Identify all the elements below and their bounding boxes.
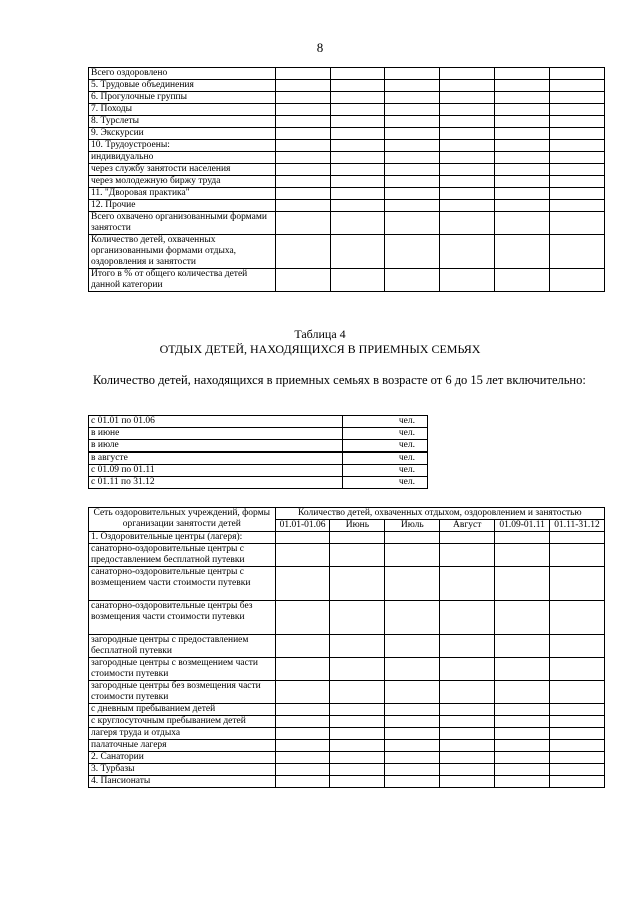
- table-row: [89, 465, 428, 477]
- empty-cell: [330, 104, 385, 116]
- empty-cell: [330, 116, 385, 128]
- table-row: [89, 658, 605, 681]
- empty-cell: [495, 188, 550, 200]
- empty-cell: [550, 68, 605, 80]
- empty-cell: [440, 716, 495, 728]
- empty-cell: [275, 532, 330, 544]
- empty-cell: [550, 128, 605, 140]
- empty-cell: [495, 716, 550, 728]
- row-label: 5. Трудовые объединения: [89, 80, 276, 92]
- table-row: [89, 92, 605, 104]
- empty-cell: [275, 776, 330, 788]
- row-label: лагеря труда и отдыха: [89, 728, 276, 740]
- empty-cell: [330, 544, 385, 567]
- empty-cell: [550, 704, 605, 716]
- row-label: 9. Экскурсии: [89, 128, 276, 140]
- empty-cell: [275, 716, 330, 728]
- row-label: 12. Прочие: [89, 200, 276, 212]
- table-row: [89, 681, 605, 704]
- empty-cell: [440, 764, 495, 776]
- table-row: [89, 776, 605, 788]
- empty-cell: [440, 681, 495, 704]
- empty-cell: [550, 728, 605, 740]
- empty-cell: [275, 128, 330, 140]
- empty-cell: [275, 68, 330, 80]
- empty-cell: [550, 601, 605, 635]
- empty-cell: [385, 635, 440, 658]
- empty-cell: [495, 92, 550, 104]
- empty-cell: [275, 212, 330, 235]
- unit-label: чел.: [343, 452, 428, 465]
- empty-cell: [440, 68, 495, 80]
- empty-cell: [385, 200, 440, 212]
- empty-cell: [330, 601, 385, 635]
- empty-cell: [495, 116, 550, 128]
- empty-cell: [440, 140, 495, 152]
- table-row: [89, 428, 428, 440]
- empty-cell: [440, 200, 495, 212]
- empty-cell: [275, 635, 330, 658]
- empty-cell: [495, 658, 550, 681]
- empty-cell: [440, 235, 495, 269]
- row-label: 7. Походы: [89, 104, 276, 116]
- table-row: [89, 728, 605, 740]
- empty-cell: [330, 728, 385, 740]
- unit-label: чел.: [343, 428, 428, 440]
- empty-cell: [550, 80, 605, 92]
- empty-cell: [495, 567, 550, 601]
- empty-cell: [550, 92, 605, 104]
- empty-cell: [275, 658, 330, 681]
- period-header: 01.01-01.06: [275, 520, 330, 532]
- table-row: [89, 704, 605, 716]
- empty-cell: [440, 116, 495, 128]
- table-row: [89, 104, 605, 116]
- row-label: загородные центры с возмещением части стоимости путевки: [89, 658, 276, 681]
- period-label: с 01.09 по 01.11: [89, 465, 343, 477]
- empty-cell: [495, 601, 550, 635]
- period-label: в августе: [89, 452, 343, 465]
- empty-cell: [330, 740, 385, 752]
- empty-cell: [385, 188, 440, 200]
- empty-cell: [330, 140, 385, 152]
- table-row: [89, 116, 605, 128]
- table-row: [89, 440, 428, 453]
- empty-cell: [275, 728, 330, 740]
- table-row: [89, 140, 605, 152]
- period-header: 01.09-01.11: [495, 520, 550, 532]
- empty-cell: [440, 704, 495, 716]
- empty-cell: [495, 740, 550, 752]
- empty-cell: [330, 188, 385, 200]
- empty-cell: [440, 164, 495, 176]
- empty-cell: [385, 704, 440, 716]
- empty-cell: [440, 740, 495, 752]
- row-label: с круглосуточным пребыванием детей: [89, 716, 276, 728]
- period-header: 01.11-31.12: [550, 520, 605, 532]
- empty-cell: [550, 716, 605, 728]
- unit-label: чел.: [343, 416, 428, 428]
- header-group: Количество детей, охваченных отдыхом, оздоровлением и занятостью: [275, 508, 604, 520]
- empty-cell: [495, 212, 550, 235]
- empty-cell: [550, 116, 605, 128]
- row-label: с дневным пребыванием детей: [89, 704, 276, 716]
- empty-cell: [495, 80, 550, 92]
- empty-cell: [275, 567, 330, 601]
- empty-cell: [495, 176, 550, 188]
- empty-cell: [275, 104, 330, 116]
- row-label: через молодежную биржу труда: [89, 176, 276, 188]
- empty-cell: [330, 200, 385, 212]
- empty-cell: [330, 212, 385, 235]
- empty-cell: [385, 716, 440, 728]
- section-heading: ОТДЫХ ДЕТЕЙ, НАХОДЯЩИХСЯ В ПРИЕМНЫХ СЕМЬЯХ: [159, 342, 481, 356]
- empty-cell: [275, 601, 330, 635]
- row-label: Количество детей, охваченных организованными формами отдыха, оздоровления и занятости: [89, 235, 276, 269]
- table-row: [89, 68, 605, 80]
- table-summary: [88, 67, 605, 292]
- empty-cell: [495, 681, 550, 704]
- table-row: [89, 716, 605, 728]
- table-institutions: [88, 507, 605, 788]
- empty-cell: [385, 152, 440, 164]
- table-row: [89, 416, 428, 428]
- empty-cell: [385, 116, 440, 128]
- unit-label: чел.: [343, 440, 428, 453]
- empty-cell: [275, 200, 330, 212]
- empty-cell: [440, 152, 495, 164]
- empty-cell: [275, 740, 330, 752]
- empty-cell: [385, 176, 440, 188]
- empty-cell: [330, 635, 385, 658]
- empty-cell: [330, 152, 385, 164]
- empty-cell: [330, 68, 385, 80]
- empty-cell: [275, 164, 330, 176]
- empty-cell: [495, 728, 550, 740]
- empty-cell: [330, 92, 385, 104]
- empty-cell: [495, 128, 550, 140]
- empty-cell: [330, 269, 385, 292]
- empty-cell: [550, 658, 605, 681]
- empty-cell: [495, 68, 550, 80]
- period-header: Август: [440, 520, 495, 532]
- empty-cell: [275, 116, 330, 128]
- unit-label: чел.: [343, 477, 428, 489]
- table-row: [89, 452, 428, 465]
- empty-cell: [385, 212, 440, 235]
- table-row: [89, 635, 605, 658]
- table-row: [89, 188, 605, 200]
- row-label: Итого в % от общего количества детей данной категории: [89, 269, 276, 292]
- empty-cell: [275, 176, 330, 188]
- empty-cell: [550, 269, 605, 292]
- empty-cell: [550, 532, 605, 544]
- row-label: 10. Трудоустроены:: [89, 140, 276, 152]
- empty-cell: [330, 658, 385, 681]
- empty-cell: [385, 235, 440, 269]
- empty-cell: [440, 658, 495, 681]
- table-row: [89, 764, 605, 776]
- empty-cell: [385, 728, 440, 740]
- empty-cell: [385, 544, 440, 567]
- empty-cell: [330, 235, 385, 269]
- empty-cell: [330, 532, 385, 544]
- empty-cell: [440, 176, 495, 188]
- header-col0: Сеть оздоровительных учреждений, формы организации занятости детей: [89, 508, 276, 532]
- page-number: 8: [316, 40, 324, 55]
- period-label: с 01.11 по 31.12: [89, 477, 343, 489]
- table-row: [89, 128, 605, 140]
- empty-cell: [440, 128, 495, 140]
- table-row: [89, 601, 605, 635]
- empty-cell: [385, 601, 440, 635]
- empty-cell: [330, 164, 385, 176]
- empty-cell: [440, 80, 495, 92]
- empty-cell: [275, 704, 330, 716]
- row-label: 1. Оздоровительные центры (лагеря):: [89, 532, 276, 544]
- row-label: загородные центры без возмещения части стоимости путевки: [89, 681, 276, 704]
- table-row: [89, 544, 605, 567]
- empty-cell: [440, 212, 495, 235]
- row-label: индивидуально: [89, 152, 276, 164]
- period-label: в июне: [89, 428, 343, 440]
- empty-cell: [385, 128, 440, 140]
- empty-cell: [495, 752, 550, 764]
- row-label: загородные центры с предоставлением бесплатной путевки: [89, 635, 276, 658]
- empty-cell: [385, 68, 440, 80]
- empty-cell: [330, 80, 385, 92]
- table-row: [89, 176, 605, 188]
- empty-cell: [550, 200, 605, 212]
- empty-cell: [330, 176, 385, 188]
- table-row: [89, 212, 605, 235]
- empty-cell: [275, 92, 330, 104]
- empty-cell: [275, 544, 330, 567]
- empty-cell: [275, 269, 330, 292]
- table-label: Таблица 4: [294, 327, 346, 341]
- row-label: 2. Санатории: [89, 752, 276, 764]
- row-label: 11. "Дворовая практика": [89, 188, 276, 200]
- empty-cell: [385, 269, 440, 292]
- empty-cell: [440, 532, 495, 544]
- empty-cell: [275, 152, 330, 164]
- empty-cell: [275, 752, 330, 764]
- empty-cell: [550, 188, 605, 200]
- empty-cell: [495, 104, 550, 116]
- empty-cell: [550, 152, 605, 164]
- empty-cell: [495, 164, 550, 176]
- empty-cell: [330, 716, 385, 728]
- row-label: Всего оздоровлено: [89, 68, 276, 80]
- table-row: [89, 200, 605, 212]
- empty-cell: [440, 752, 495, 764]
- table-row: [89, 269, 605, 292]
- period-label: с 01.01 по 01.06: [89, 416, 343, 428]
- empty-cell: [440, 188, 495, 200]
- row-label: санаторно-оздоровительные центры без возмещения части стоимости путевки: [89, 601, 276, 635]
- empty-cell: [550, 740, 605, 752]
- empty-cell: [330, 776, 385, 788]
- empty-cell: [550, 140, 605, 152]
- empty-cell: [385, 752, 440, 764]
- table-row: [89, 752, 605, 764]
- empty-cell: [495, 152, 550, 164]
- row-label: 4. Пансионаты: [89, 776, 276, 788]
- empty-cell: [550, 635, 605, 658]
- empty-cell: [330, 567, 385, 601]
- empty-cell: [385, 764, 440, 776]
- empty-cell: [385, 104, 440, 116]
- empty-cell: [275, 188, 330, 200]
- row-label: санаторно-оздоровительные центры с предоставлением бесплатной путевки: [89, 544, 276, 567]
- empty-cell: [495, 776, 550, 788]
- row-label: санаторно-оздоровительные центры с возмещением части стоимости путевки: [89, 567, 276, 601]
- empty-cell: [440, 728, 495, 740]
- empty-cell: [440, 544, 495, 567]
- empty-cell: [495, 269, 550, 292]
- empty-cell: [440, 635, 495, 658]
- empty-cell: [330, 704, 385, 716]
- empty-cell: [275, 80, 330, 92]
- table-row: [89, 567, 605, 601]
- empty-cell: [385, 740, 440, 752]
- empty-cell: [385, 80, 440, 92]
- empty-cell: [385, 92, 440, 104]
- empty-cell: [330, 752, 385, 764]
- table-row: [89, 532, 605, 544]
- empty-cell: [385, 776, 440, 788]
- empty-cell: [550, 235, 605, 269]
- empty-cell: [550, 567, 605, 601]
- empty-cell: [440, 92, 495, 104]
- empty-cell: [275, 764, 330, 776]
- empty-cell: [495, 140, 550, 152]
- empty-cell: [385, 681, 440, 704]
- empty-cell: [495, 235, 550, 269]
- unit-label: чел.: [343, 465, 428, 477]
- row-label: 6. Прогулочные группы: [89, 92, 276, 104]
- empty-cell: [550, 544, 605, 567]
- empty-cell: [440, 269, 495, 292]
- empty-cell: [275, 140, 330, 152]
- empty-cell: [330, 128, 385, 140]
- empty-cell: [550, 681, 605, 704]
- table-row: [89, 235, 605, 269]
- empty-cell: [550, 104, 605, 116]
- empty-cell: [495, 532, 550, 544]
- empty-cell: [495, 764, 550, 776]
- empty-cell: [385, 658, 440, 681]
- empty-cell: [275, 681, 330, 704]
- empty-cell: [385, 164, 440, 176]
- empty-cell: [550, 176, 605, 188]
- period-header: Июль: [385, 520, 440, 532]
- empty-cell: [495, 704, 550, 716]
- empty-cell: [440, 601, 495, 635]
- empty-cell: [440, 776, 495, 788]
- empty-cell: [440, 104, 495, 116]
- empty-cell: [550, 164, 605, 176]
- empty-cell: [385, 140, 440, 152]
- empty-cell: [550, 752, 605, 764]
- table-row: [89, 164, 605, 176]
- table-periods: [88, 415, 428, 489]
- empty-cell: [275, 235, 330, 269]
- intro-text: Количество детей, находящихся в приемных семьях в возрасте от 6 до 15 лет включительно:: [93, 373, 586, 387]
- empty-cell: [330, 764, 385, 776]
- empty-cell: [385, 567, 440, 601]
- empty-cell: [495, 544, 550, 567]
- period-label: в июле: [89, 440, 343, 453]
- row-label: 3. Турбазы: [89, 764, 276, 776]
- row-label: 8. Турслеты: [89, 116, 276, 128]
- empty-cell: [550, 212, 605, 235]
- row-label: Всего охвачено организованными формами занятости: [89, 212, 276, 235]
- empty-cell: [330, 681, 385, 704]
- period-header: Июнь: [330, 520, 385, 532]
- empty-cell: [495, 635, 550, 658]
- table-row: [89, 740, 605, 752]
- empty-cell: [550, 776, 605, 788]
- row-label: через службу занятости населения: [89, 164, 276, 176]
- table-row: [89, 152, 605, 164]
- empty-cell: [440, 567, 495, 601]
- empty-cell: [495, 200, 550, 212]
- empty-cell: [550, 764, 605, 776]
- table-row: [89, 80, 605, 92]
- row-label: палаточные лагеря: [89, 740, 276, 752]
- table-row: [89, 477, 428, 489]
- empty-cell: [385, 532, 440, 544]
